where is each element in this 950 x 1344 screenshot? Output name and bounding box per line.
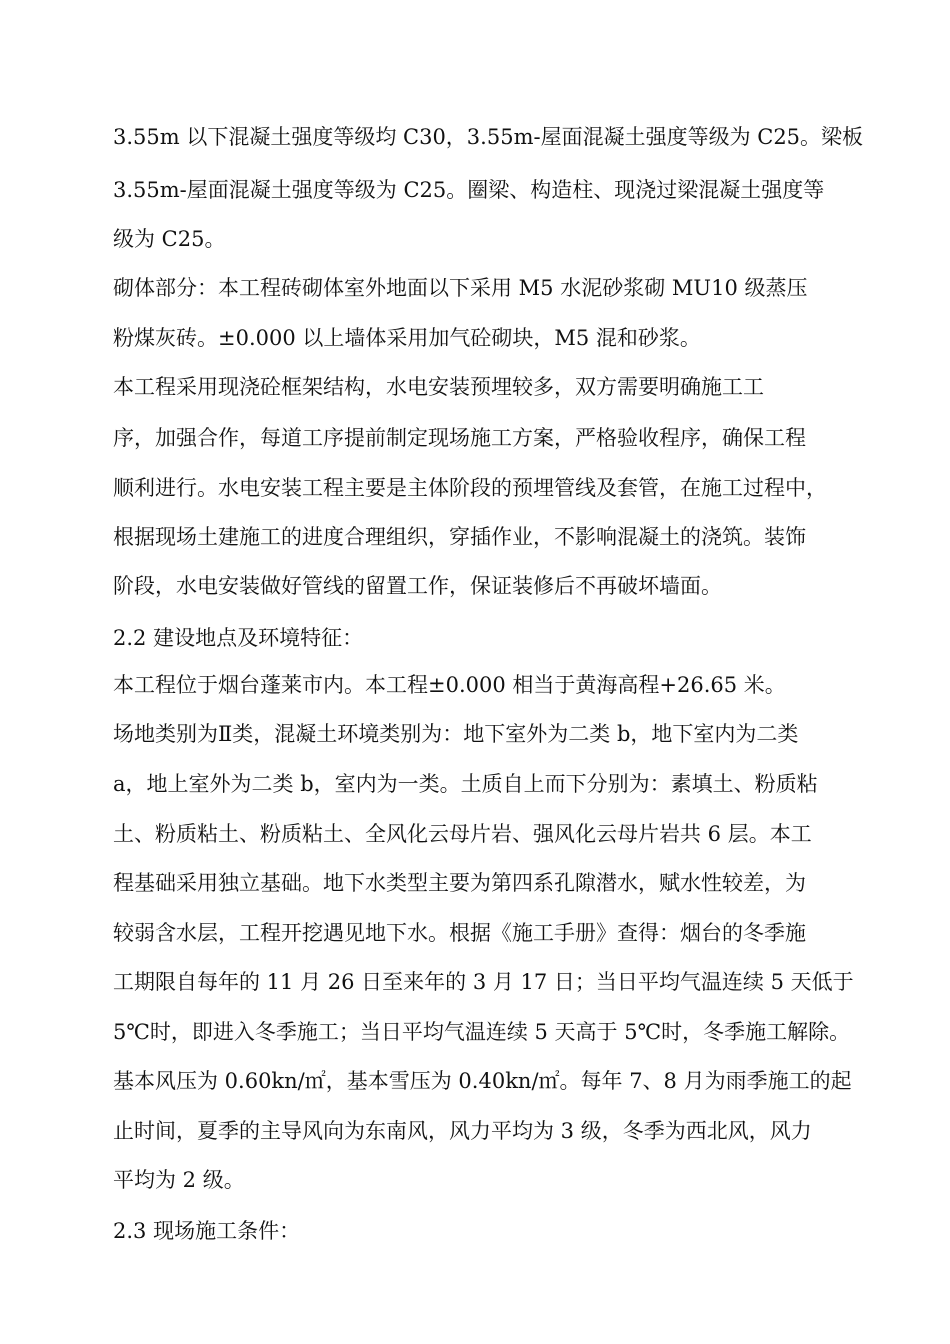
text-line: 程基础采用独立基础。地下水类型主要为第四系孔隙潜水，赋水性较差，为: [113, 871, 806, 895]
text-line: 平均为 2 级。: [113, 1168, 245, 1192]
text-line: a，地上室外为二类 b，室内为一类。土质自上而下分别为：素填土、粉质粘: [113, 772, 818, 796]
text-line: 土、粉质粘土、粉质粘土、全风化云母片岩、强风化云母片岩共 6 层。本工: [113, 822, 812, 846]
text-line: 基本风压为 0.60kn/㎡，基本雪压为 0.40kn/㎡。每年 7、8 月为雨季施工的起: [113, 1069, 852, 1093]
text-line: 5℃时，即进入冬季施工；当日平均气温连续 5 天高于 5℃时，冬季施工解除。: [113, 1020, 851, 1044]
section-heading: 2.3 现场施工条件：: [113, 1219, 301, 1243]
text-line: 3.55m-屋面混凝土强度等级为 C25。圈梁、构造柱、现浇过梁混凝土强度等: [113, 178, 825, 202]
text-line: 止时间，夏季的主导风向为东南风，风力平均为 3 级，冬季为西北风，风力: [113, 1119, 812, 1143]
text-line: 本工程采用现浇砼框架结构，水电安装预埋较多，双方需要明确施工工: [113, 375, 764, 399]
text-line: 粉煤灰砖。±0.000 以上墙体采用加气砼砌块，M5 混和砂浆。: [113, 326, 701, 350]
text-line: 顺利进行。水电安装工程主要是主体阶段的预埋管线及套管，在施工过程中，: [113, 476, 827, 500]
text-line: 本工程位于烟台蓬莱市内。本工程±0.000 相当于黄海高程+26.65 米。: [113, 673, 786, 697]
text-line: 级为 C25。: [113, 227, 226, 251]
text-line: 3.55m 以下混凝土强度等级均 C30，3.55m-屋面混凝土强度等级为 C25。梁板: [113, 125, 864, 149]
text-line: 序，加强合作，每道工序提前制定现场施工方案，严格验收程序，确保工程: [113, 426, 806, 450]
text-line: 根据现场土建施工的进度合理组织，穿插作业，不影响混凝土的浇筑。装饰: [113, 525, 806, 549]
text-line: 较弱含水层，工程开挖遇见地下水。根据《施工手册》查得：烟台的冬季施: [113, 921, 806, 945]
text-line: 场地类别为Ⅱ类，混凝土环境类别为：地下室外为二类 b，地下室内为二类: [113, 722, 799, 746]
text-line: 工期限自每年的 11 月 26 日至来年的 3 月 17 日；当日平均气温连续 5 天低于: [113, 970, 854, 994]
text-line: 阶段，水电安装做好管线的留置工作，保证装修后不再破坏墙面。: [113, 574, 722, 598]
text-line: 砌体部分：本工程砖砌体室外地面以下采用 M5 水泥砂浆砌 MU10 级蒸压: [113, 276, 808, 300]
section-heading: 2.2 建设地点及环境特征：: [113, 626, 364, 650]
